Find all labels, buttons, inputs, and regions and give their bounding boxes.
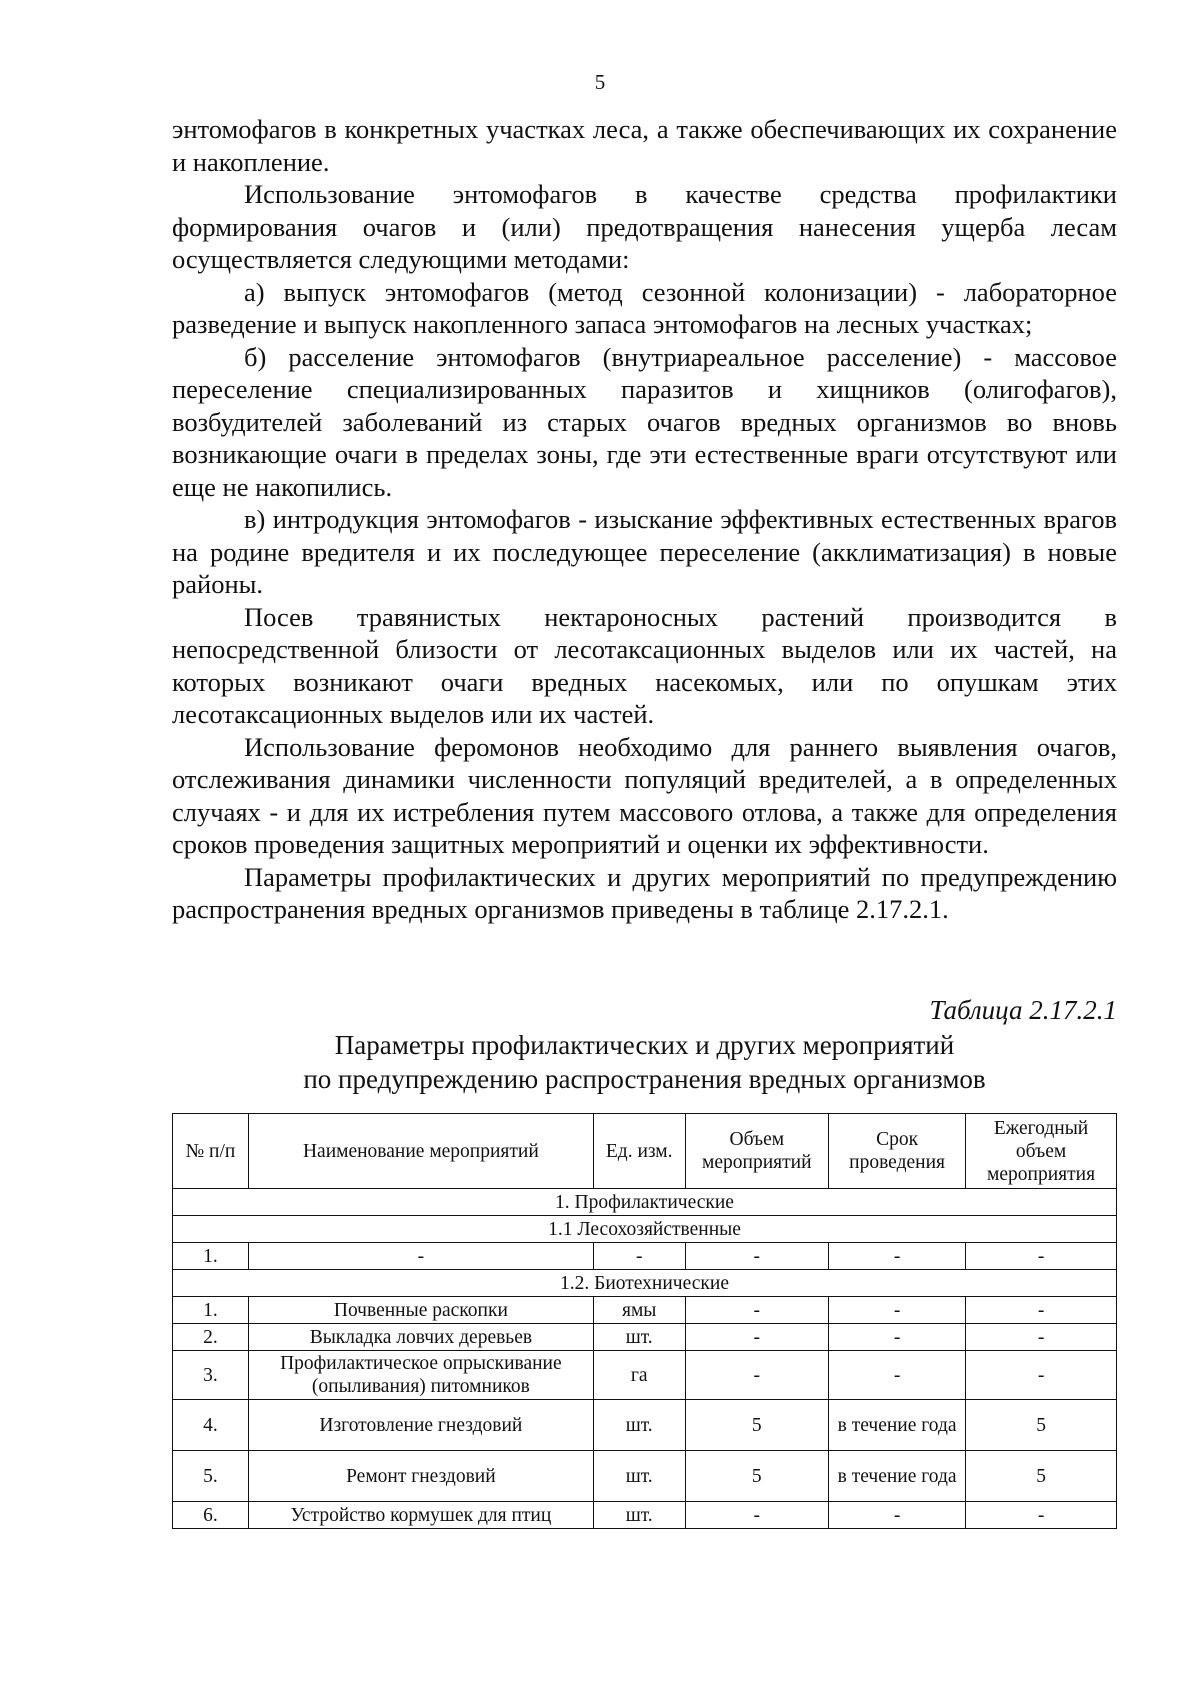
cell-unit: шт. — [593, 1400, 685, 1451]
header-name: Наименование мероприятий — [248, 1114, 593, 1189]
table-row — [173, 1324, 1117, 1351]
cell-volume: 5 — [685, 1451, 828, 1502]
cell-name: Выкладка ловчих деревьев — [248, 1324, 593, 1351]
table-row — [173, 1400, 1117, 1451]
section-row — [173, 1270, 1117, 1297]
cell-name: Устройство кормушек для птиц — [248, 1502, 593, 1529]
cell-volume: - — [685, 1297, 828, 1324]
page-number: 5 — [594, 70, 606, 94]
paragraph: Параметры профилактических и других мероприятий по предупреждению распространения вредных организмов приведены в таблице 2.17.2.1. — [172, 861, 1117, 924]
cell-term: - — [829, 1351, 966, 1400]
paragraph: б) расселение энтомофагов (внутриареальное расселение) - массовое переселение специализированных паразитов и хищников (олигофагов), возбудителей заболеваний из старых очагов вредных организмов во вновь возникающие очаги в пределах зоны, где эти естественные враги отсутствуют или еще не накопились. — [172, 341, 1117, 502]
table-row — [173, 1297, 1117, 1324]
header-volume: Объем мероприятий — [685, 1114, 828, 1189]
section-title: 1. Профилактические — [173, 1189, 1117, 1216]
header-num: № п/п — [173, 1114, 249, 1189]
paragraph: а) выпуск энтомофагов (метод сезонной колонизации) - лабораторное разведение и выпуск накопленного запаса энтомофагов на лесных участках; — [172, 276, 1117, 339]
cell-unit: шт. — [593, 1502, 685, 1529]
paragraph: Использование феромонов необходимо для раннего выявления очагов, отслеживания динамики численности популяций вредителей, а в определенных случаях - и для их истребления путем массового отлова, а также для определения сроков проведения защитных мероприятий и оценки их эффективности. — [172, 731, 1117, 859]
paragraph: Использование энтомофагов в качестве средства профилактики формирования очагов и (или) предотвращения нанесения ущерба лесам осуществляется следующими методами: — [172, 179, 1117, 274]
cell-annual: - — [966, 1297, 1117, 1324]
section-title: 1.1 Лесохозяйственные — [173, 1216, 1117, 1243]
cell-annual: - — [966, 1324, 1117, 1351]
table-row — [173, 1243, 1117, 1270]
cell-num: 2. — [173, 1324, 249, 1351]
cell-annual: 5 — [966, 1400, 1117, 1451]
header-annual: Ежегодный объем мероприятия — [966, 1114, 1117, 1189]
cell-name: Ремонт гнездовий — [248, 1451, 593, 1502]
cell-annual: 5 — [966, 1451, 1117, 1502]
section-row — [173, 1189, 1117, 1216]
cell-name: Изготовление гнездовий — [248, 1400, 593, 1451]
cell-term: - — [829, 1502, 966, 1529]
parameters-table — [172, 1113, 1117, 1529]
cell-volume: - — [685, 1324, 828, 1351]
table-row — [173, 1351, 1117, 1400]
paragraph: энтомофагов в конкретных участках леса, а также обеспечивающих их сохранение и накопление. — [172, 114, 1117, 177]
cell-volume: - — [685, 1502, 828, 1529]
table-title — [172, 1028, 1117, 1096]
header-term: Срок проведения — [829, 1114, 966, 1189]
table-title-line: по предупреждению распространения вредных организмов — [303, 1064, 986, 1094]
cell-name: - — [248, 1243, 593, 1270]
table-title-line: Параметры профилактических и других мероприятий — [334, 1030, 955, 1060]
cell-unit: шт. — [593, 1324, 685, 1351]
table-row — [173, 1502, 1117, 1529]
cell-annual: - — [966, 1243, 1117, 1270]
cell-term: - — [829, 1324, 966, 1351]
cell-num: 1. — [173, 1243, 249, 1270]
paragraph: в) интродукция энтомофагов - изыскание эффективных естественных врагов на родине вредителя и их последующее переселение (акклиматизация) в новые районы. — [172, 504, 1117, 599]
cell-term: - — [829, 1297, 966, 1324]
cell-term: в течение года — [829, 1451, 966, 1502]
cell-annual: - — [966, 1351, 1117, 1400]
table-row — [173, 1451, 1117, 1502]
cell-num: 5. — [173, 1451, 249, 1502]
cell-num: 3. — [173, 1351, 249, 1400]
body-text — [172, 113, 1117, 926]
cell-unit: га — [593, 1351, 685, 1400]
cell-term: - — [829, 1243, 966, 1270]
cell-annual: - — [966, 1502, 1117, 1529]
cell-name: Профилактическое опрыскивание (опыливания) питомников — [248, 1351, 593, 1400]
cell-term: в течение года — [829, 1400, 966, 1451]
cell-unit: ямы — [593, 1297, 685, 1324]
table-header-row — [173, 1114, 1117, 1189]
cell-volume: 5 — [685, 1400, 828, 1451]
table-caption: Таблица 2.17.2.1 — [929, 995, 1117, 1025]
cell-unit: шт. — [593, 1451, 685, 1502]
cell-volume: - — [685, 1351, 828, 1400]
cell-unit: - — [593, 1243, 685, 1270]
section-row — [173, 1216, 1117, 1243]
cell-num: 6. — [173, 1502, 249, 1529]
cell-volume: - — [685, 1243, 828, 1270]
cell-num: 4. — [173, 1400, 249, 1451]
header-unit: Ед. изм. — [593, 1114, 685, 1189]
paragraph: Посев травянистых нектароносных растений производится в непосредственной близости от лесотаксационных выделов или их частей, на которых возникают очаги вредных насекомых, или по опушкам этих лесотаксационных выделов или их частей. — [172, 601, 1117, 729]
section-title: 1.2. Биотехнические — [173, 1270, 1117, 1297]
cell-num: 1. — [173, 1297, 249, 1324]
cell-name: Почвенные раскопки — [248, 1297, 593, 1324]
